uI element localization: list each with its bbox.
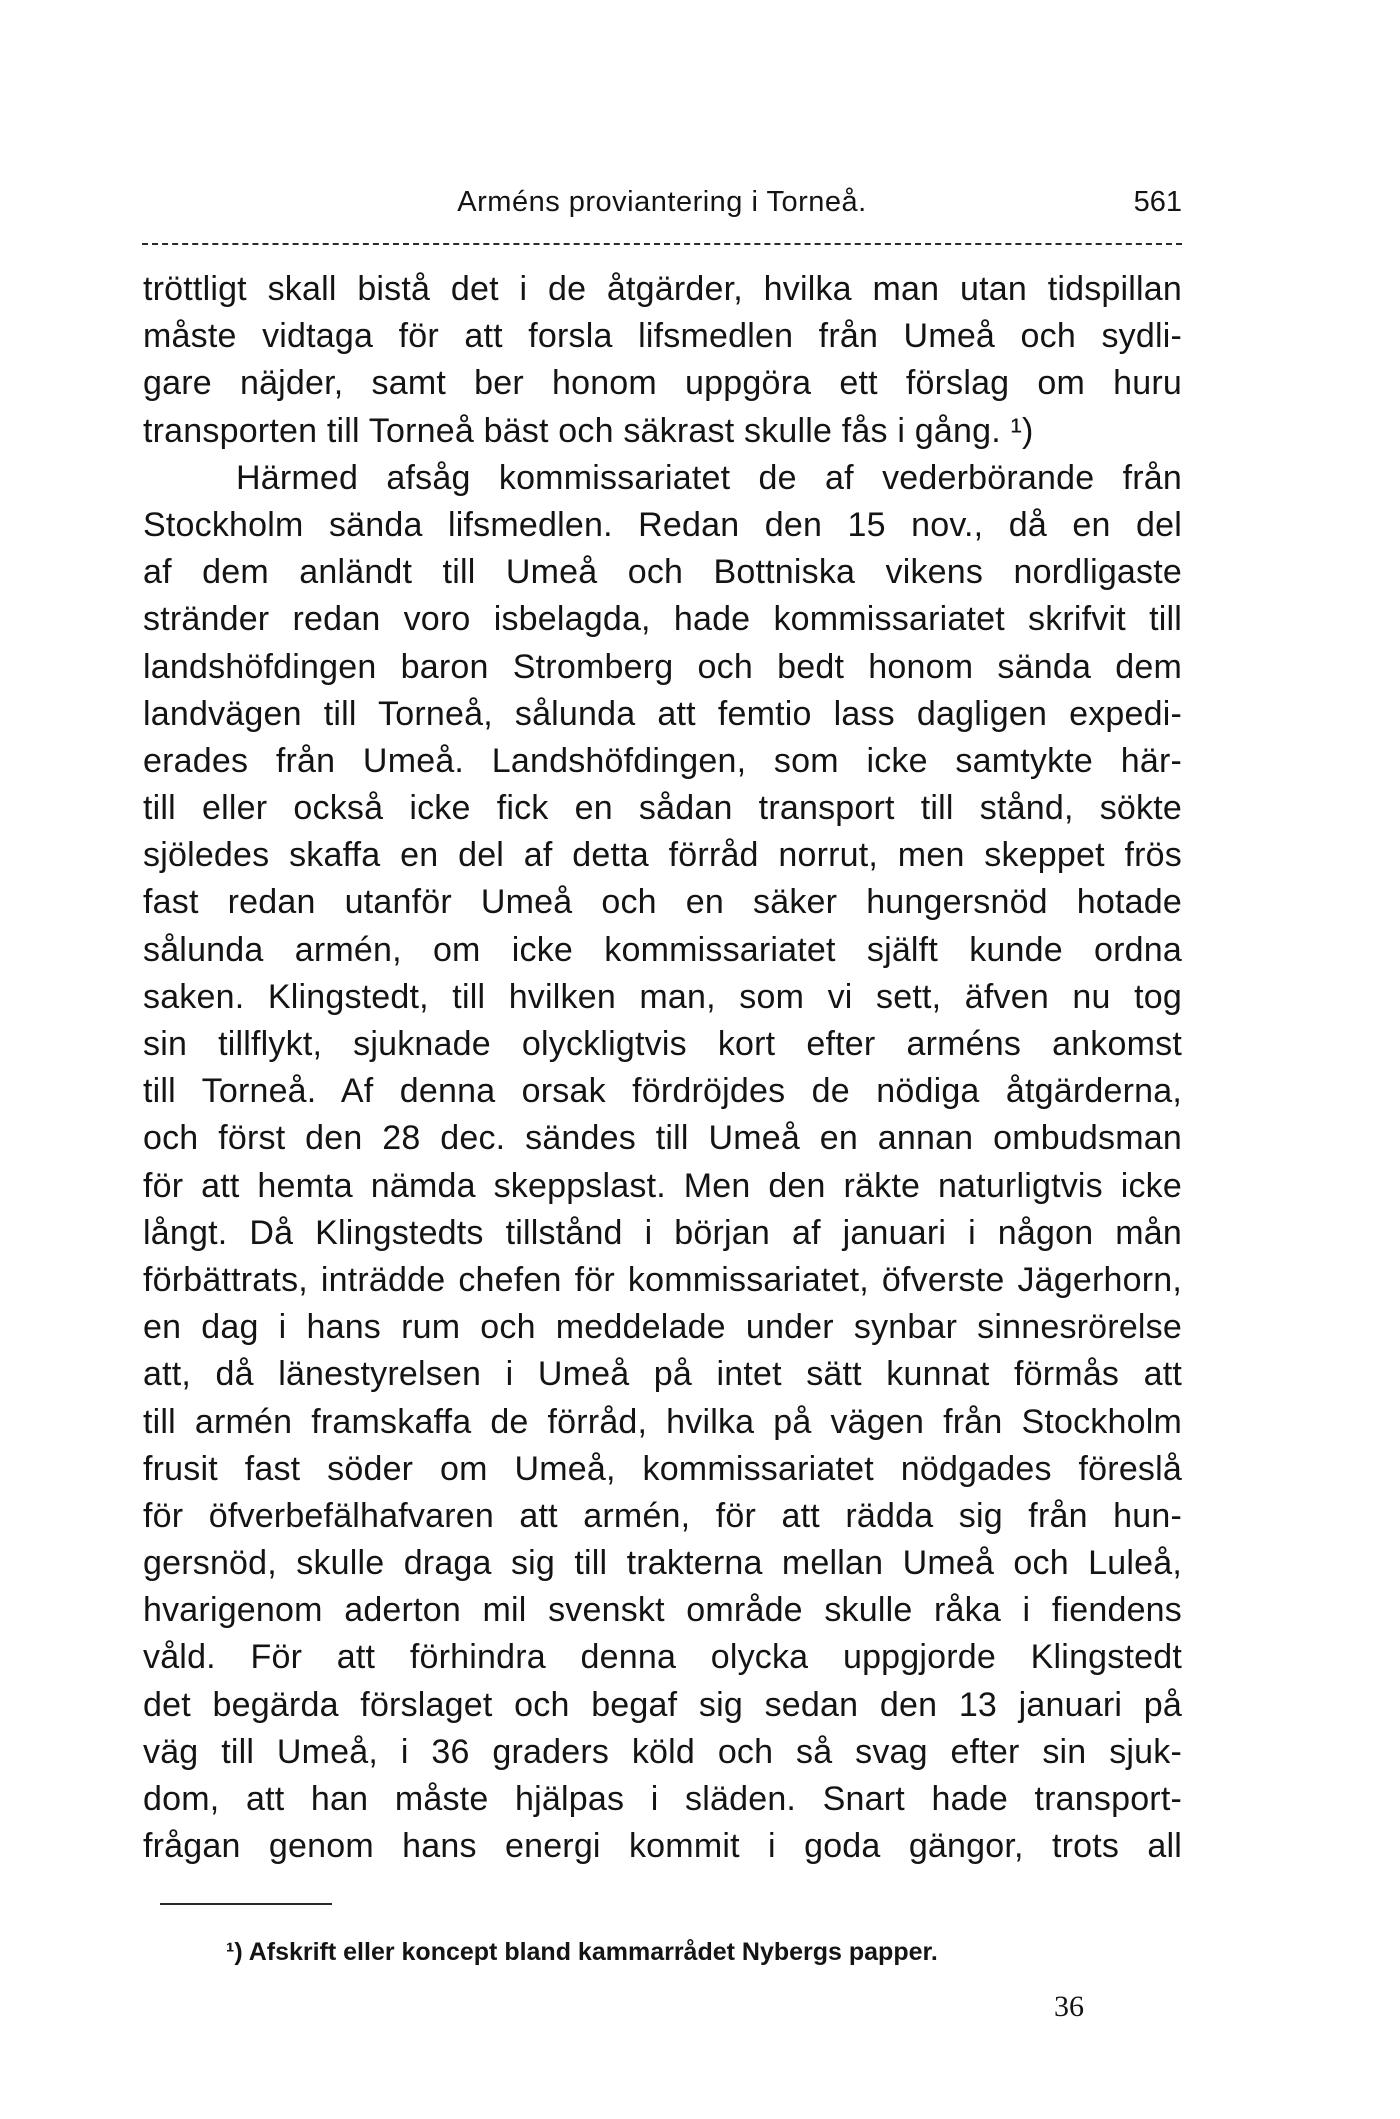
text-line: transporten till Torneå bäst och säkrast skulle fås i gång. ¹) xyxy=(143,411,1034,450)
text-line: landvägen till Torneå, sålunda att femtio lass dagligen expedi- xyxy=(143,694,1182,733)
text-line: att, då länestyrelsen i Umeå på intet sätt kunnat förmås att xyxy=(143,1355,1182,1394)
text-line: landshöfdingen baron Stromberg och bedt honom sända dem xyxy=(143,647,1182,686)
body-text xyxy=(143,266,1182,1870)
text-line: sin tillflykt, sjuknade olyckligtvis kort efter arméns ankomst xyxy=(143,1025,1182,1063)
running-head xyxy=(142,186,1182,230)
text-line: för öfverbefälhafvaren att armén, för att rädda sig från hun- xyxy=(143,1496,1182,1535)
text-line: frågan genom hans energi kommit i goda gängor, trots all xyxy=(143,1827,1182,1866)
text-line: en dag i hans rum och meddelade under synbar sinnesrörelse xyxy=(143,1308,1182,1347)
text-line: förbättrats, inträdde chefen för kommissariatet, öfverste Jägerhorn, xyxy=(143,1260,1182,1299)
text-line: våld. För att förhindra denna olycka uppgjorde Klingstedt xyxy=(143,1638,1182,1677)
header-rule xyxy=(142,243,1182,245)
footnote-text: Afskrift eller koncept bland kammarrådet Nybergs papper. xyxy=(248,1938,938,1966)
text-line: frusit fast söder om Umeå, kommissariatet nödgades föreslå xyxy=(143,1449,1182,1488)
running-title: Arméns proviantering i Torneå. xyxy=(457,186,867,218)
footnote-marker: ¹) xyxy=(226,1938,243,1966)
text-line: för att hemta nämda skeppslast. Men den räkte naturligtvis icke xyxy=(143,1166,1182,1205)
text-line: fast redan utanför Umeå och en säker hungersnöd hotade xyxy=(143,883,1182,922)
text-line: väg till Umeå, i 36 graders köld och så svag efter sin sjuk- xyxy=(143,1732,1182,1771)
text-line: hvarigenom aderton mil svenskt område skulle råka i fiendens xyxy=(143,1591,1182,1630)
text-line: långt. Då Klingstedts tillstånd i början af januari i någon mån xyxy=(143,1213,1182,1252)
text-line: af dem anländt till Umeå och Bottniska vikens nordligaste xyxy=(143,553,1182,592)
text-line: gare näjder, samt ber honom uppgöra ett förslag om huru xyxy=(143,364,1182,403)
text-line: till eller också icke fick en sådan transport till stånd, sökte xyxy=(143,789,1182,828)
text-line: till armén framskaffa de förråd, hvilka på vägen från Stockholm xyxy=(143,1402,1182,1441)
text-line: stränder redan voro isbelagda, hade kommissariatet skrifvit till xyxy=(143,600,1182,639)
footnote-rule xyxy=(160,1903,332,1905)
page-number: 561 xyxy=(1133,186,1182,218)
text-line: sjöledes skaffa en del af detta förråd norrut, men skeppet frös xyxy=(143,836,1182,875)
footnote xyxy=(226,1938,938,1967)
text-line: erades från Umeå. Landshöfdingen, som icke samtykte här- xyxy=(143,741,1182,780)
text-line: dom, att han måste hjälpas i släden. Snart hade transport- xyxy=(143,1780,1182,1818)
text-line: gersnöd, skulle draga sig till trakterna mellan Umeå och Luleå, xyxy=(143,1544,1182,1583)
text-line: Härmed afsåg kommissariatet de af vederbörande från xyxy=(236,458,1182,497)
text-line: det begärda förslaget och begaf sig sedan den 13 januari på xyxy=(143,1685,1182,1724)
text-line: måste vidtaga för att forsla lifsmedlen från Umeå och sydli- xyxy=(143,317,1182,356)
text-line: tröttligt skall bistå det i de åtgärder, hvilka man utan tidspillan xyxy=(143,270,1182,308)
text-line: till Torneå. Af denna orsak fördröjdes de nödiga åtgärderna, xyxy=(143,1072,1182,1111)
text-line: Stockholm sända lifsmedlen. Redan den 15 nov., då en del xyxy=(143,505,1182,544)
text-line: sålunda armén, om icke kommissariatet själft kunde ordna xyxy=(143,930,1182,969)
printer-signature: 36 xyxy=(1054,1990,1084,2023)
text-line: saken. Klingstedt, till hvilken man, som vi sett, äfven nu tog xyxy=(143,977,1182,1016)
text-line: och först den 28 dec. sändes till Umeå en annan ombudsman xyxy=(143,1119,1182,1158)
